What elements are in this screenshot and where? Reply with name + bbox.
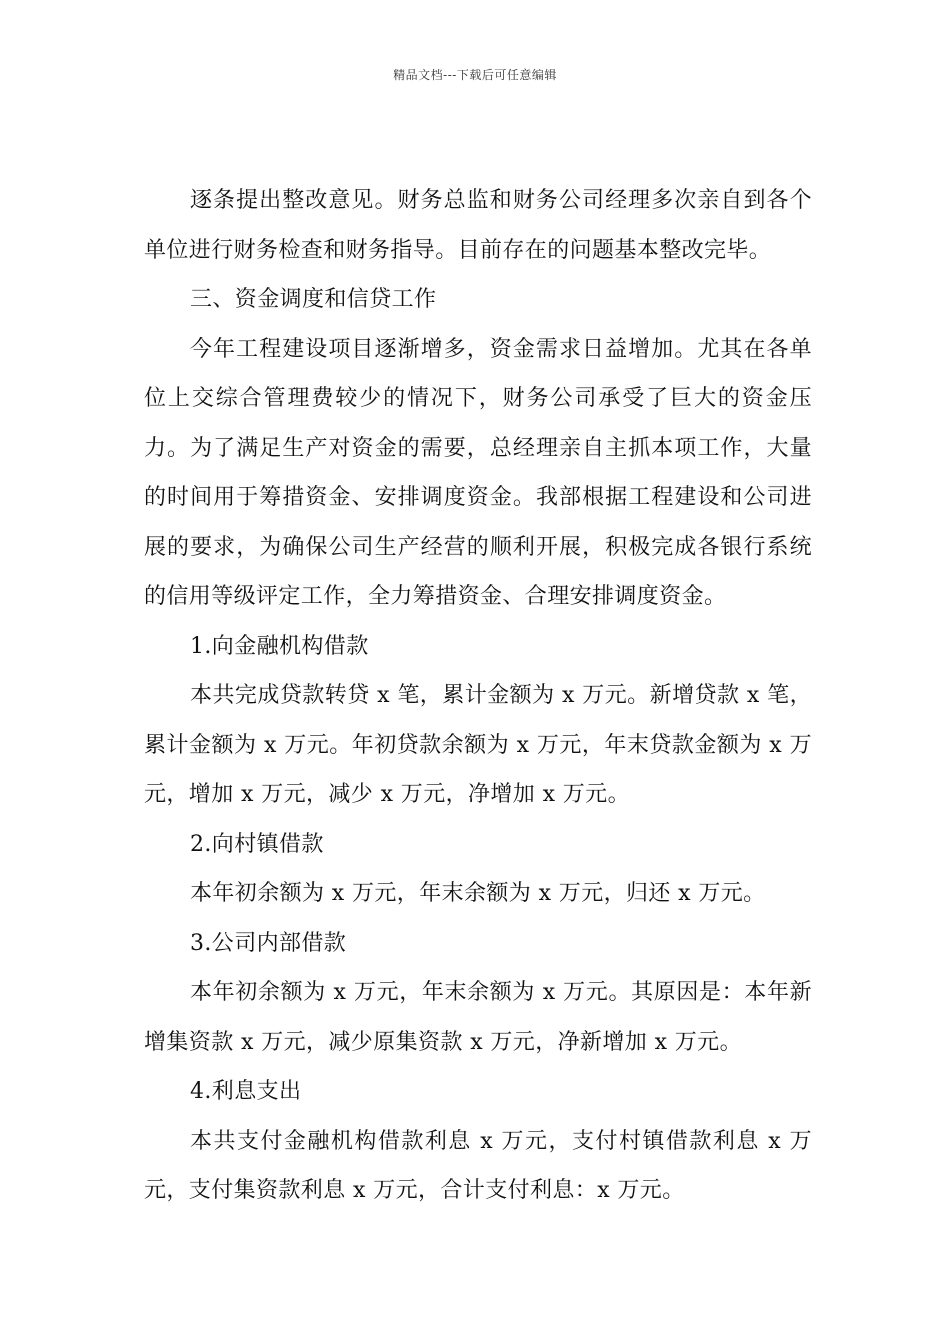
subheading-internal-loans: 3.公司内部借款 [190,930,347,956]
paragraph-funding-overview: 今年工程建设项目逐渐增多，资金需求日益增加。尤其在各单位上交综合管理费较少的情况下，财务公司承受了巨大的资金压力。为了满足生产对资金的需要，总经理亲自主抓本项工作，大量的时间用于筹措资金、安排调度资金。我部根据工程建设和公司进展的要求，为确保公司生产经营的顺利开展，积极完成各银行系统的信用等级评定工作，全力筹措资金、合理安排调度资金。 [144,336,812,609]
subheading-interest-expense: 4.利息支出 [190,1079,302,1104]
paragraph-village-loans: 本年初余额为 x 万元，年末余额为 x 万元，归还 x 万元。 [190,881,766,906]
section-heading-funding: 三、资金调度和信贷工作 [190,287,437,312]
paragraph-interest-expense: 本共支付金融机构借款利息 x 万元，支付村镇借款利息 x 万元，支付集资款利息 x 万元，合计支付利息：x 万元。 [144,1128,812,1203]
page-header: 精品文档---下载后可任意编辑 [393,68,557,82]
paragraph-financial-institution-loans: 本共完成贷款转贷 x 笔，累计金额为 x 万元。新增贷款 x 笔，累计金额为 x 万元。年初贷款余额为 x 万元，年末贷款金额为 x 万元，增加 x 万元，减少 x 万元，净增加 x 万元。 [144,683,812,807]
subheading-village-loans: 2.向村镇借款 [190,831,324,857]
document-body [144,176,812,1216]
paragraph-rectification: 逐条提出整改意见。财务总监和财务公司经理多次亲自到各个单位进行财务检查和财务指导。目前存在的问题基本整改完毕。 [144,188,812,263]
paragraph-internal-loans: 本年初余额为 x 万元，年末余额为 x 万元。其原因是：本年新增集资款 x 万元，减少原集资款 x 万元，净新增加 x 万元。 [144,980,812,1055]
subheading-financial-institution-loans: 1.向金融机构借款 [190,633,369,659]
